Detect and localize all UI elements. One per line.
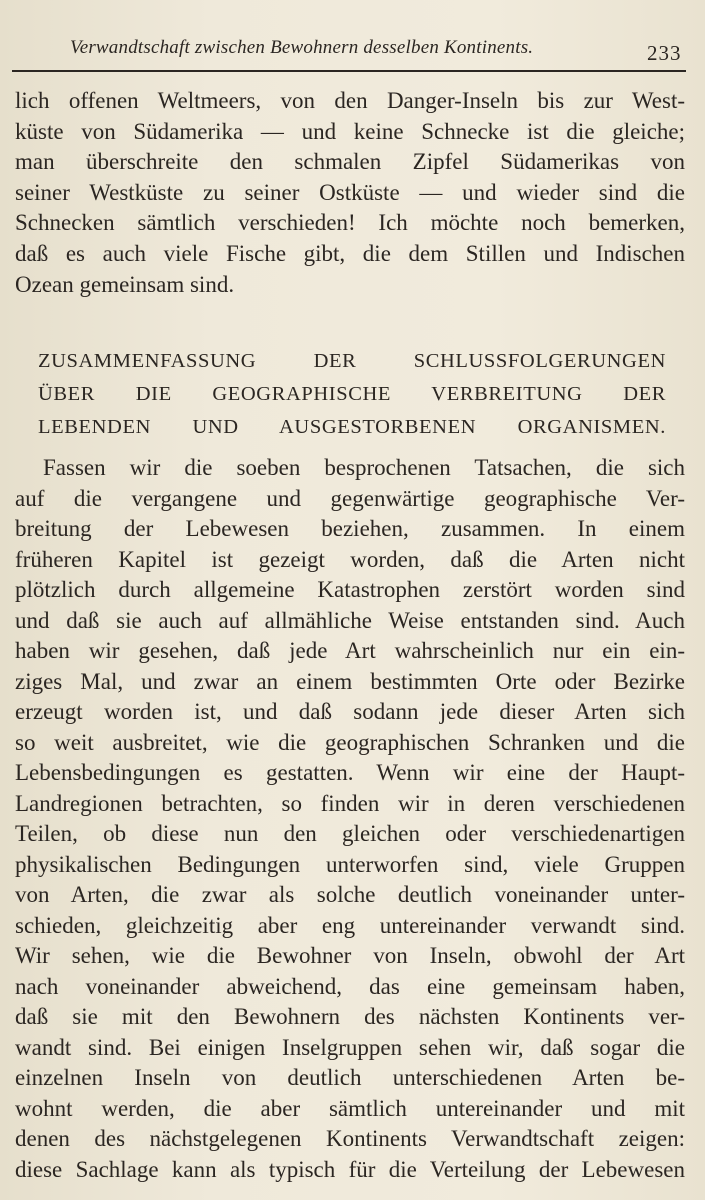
text-line: Fassen wir die soeben besprochenen Tatsachen, die sich <box>43 455 685 480</box>
text-line: einzelnen Inseln von deutlich unterschiedenen Arten be- <box>15 1065 685 1090</box>
text-line: küste von Südamerika — und keine Schnecke ist die gleiche; <box>15 118 685 144</box>
text-line: Landregionen betrachten, so finden wir in deren verschiedenen <box>15 790 685 816</box>
heading-line: ÜBER DIE GEOGRAPHISCHE VERBREITUNG DER <box>38 383 666 405</box>
text-line: so weit ausbreitet, wie die geographischen Schranken und die <box>15 729 685 755</box>
section-heading <box>38 345 666 444</box>
text-line: breitung der Lebewesen beziehen, zusammen. In einem <box>15 516 685 541</box>
header-rule <box>12 70 686 72</box>
text-line: wandt sind. Bei einigen Inselgruppen sehen wir, daß sogar die <box>15 1034 685 1060</box>
text-line: Lebensbedingungen es gestatten. Wenn wir eine der Haupt- <box>15 760 685 785</box>
text-line: früheren Kapitel ist gezeigt worden, daß die Arten nicht <box>15 546 685 572</box>
page-number: 233 <box>647 41 682 65</box>
text-line: daß sie mit den Bewohnern des nächsten Kontinents ver- <box>15 1004 685 1029</box>
paragraph-continued <box>15 86 685 300</box>
text-line: seiner Westküste zu seiner Ostküste — und wieder sind die <box>15 179 685 205</box>
text-line: Wir sehen, wie die Bewohner von Inseln, obwohl der Art <box>15 943 685 968</box>
text-line: erzeugt worden ist, und daß sodann jede dieser Arten sich <box>15 699 685 724</box>
text-line: denen des nächstgelegenen Kontinents Verwandtschaft zeigen: <box>15 1126 685 1151</box>
text-line: nach voneinander abweichend, das eine gemeinsam haben, <box>15 973 685 999</box>
text-line: ziges Mal, und zwar an einem bestimmten Orte oder Bezirke <box>15 668 685 694</box>
text-line: lich offenen Weltmeers, von den Danger-Inseln bis zur West- <box>15 88 685 113</box>
text-line: plötzlich durch allgemeine Katastrophen zerstört worden sind <box>15 577 685 602</box>
heading-line: ZUSAMMENFASSUNG DER SCHLUSSFOLGERUNGEN <box>38 350 666 372</box>
running-title: Verwandtschaft zwischen Bewohnern desselben Kontinents. <box>70 37 534 58</box>
paragraph-summary <box>15 453 685 1185</box>
text-line: Ozean gemeinsam sind. <box>15 271 235 297</box>
text-line: Teilen, ob diese nun den gleichen oder verschiedenartigen <box>15 821 685 846</box>
text-line: schieden, gleichzeitig aber eng untereinander verwandt sind. <box>15 912 685 938</box>
text-line: haben wir gesehen, daß jede Art wahrscheinlich nur ein ein- <box>15 638 685 663</box>
heading-line: LEBENDEN UND AUSGESTORBENEN ORGANISMEN. <box>38 416 666 438</box>
text-line: auf die vergangene und gegenwärtige geographische Ver- <box>15 485 685 511</box>
text-line: wohnt werden, die aber sämtlich untereinander und mit <box>15 1095 685 1121</box>
text-line: Schnecken sämtlich verschieden! Ich möchte noch bemerken, <box>15 210 685 236</box>
text-line: und daß sie auch auf allmähliche Weise entstanden sind. Auch <box>15 607 685 633</box>
text-line: daß es auch viele Fische gibt, die dem Stillen und Indischen <box>15 240 685 266</box>
text-line: man überschreite den schmalen Zipfel Südamerikas von <box>15 149 685 175</box>
text-line: von Arten, die zwar als solche deutlich voneinander unter- <box>15 882 685 907</box>
text-line: physikalischen Bedingungen unterworfen sind, viele Gruppen <box>15 851 685 877</box>
text-line: diese Sachlage kann als typisch für die Verteilung der Lebewesen <box>15 1156 685 1182</box>
